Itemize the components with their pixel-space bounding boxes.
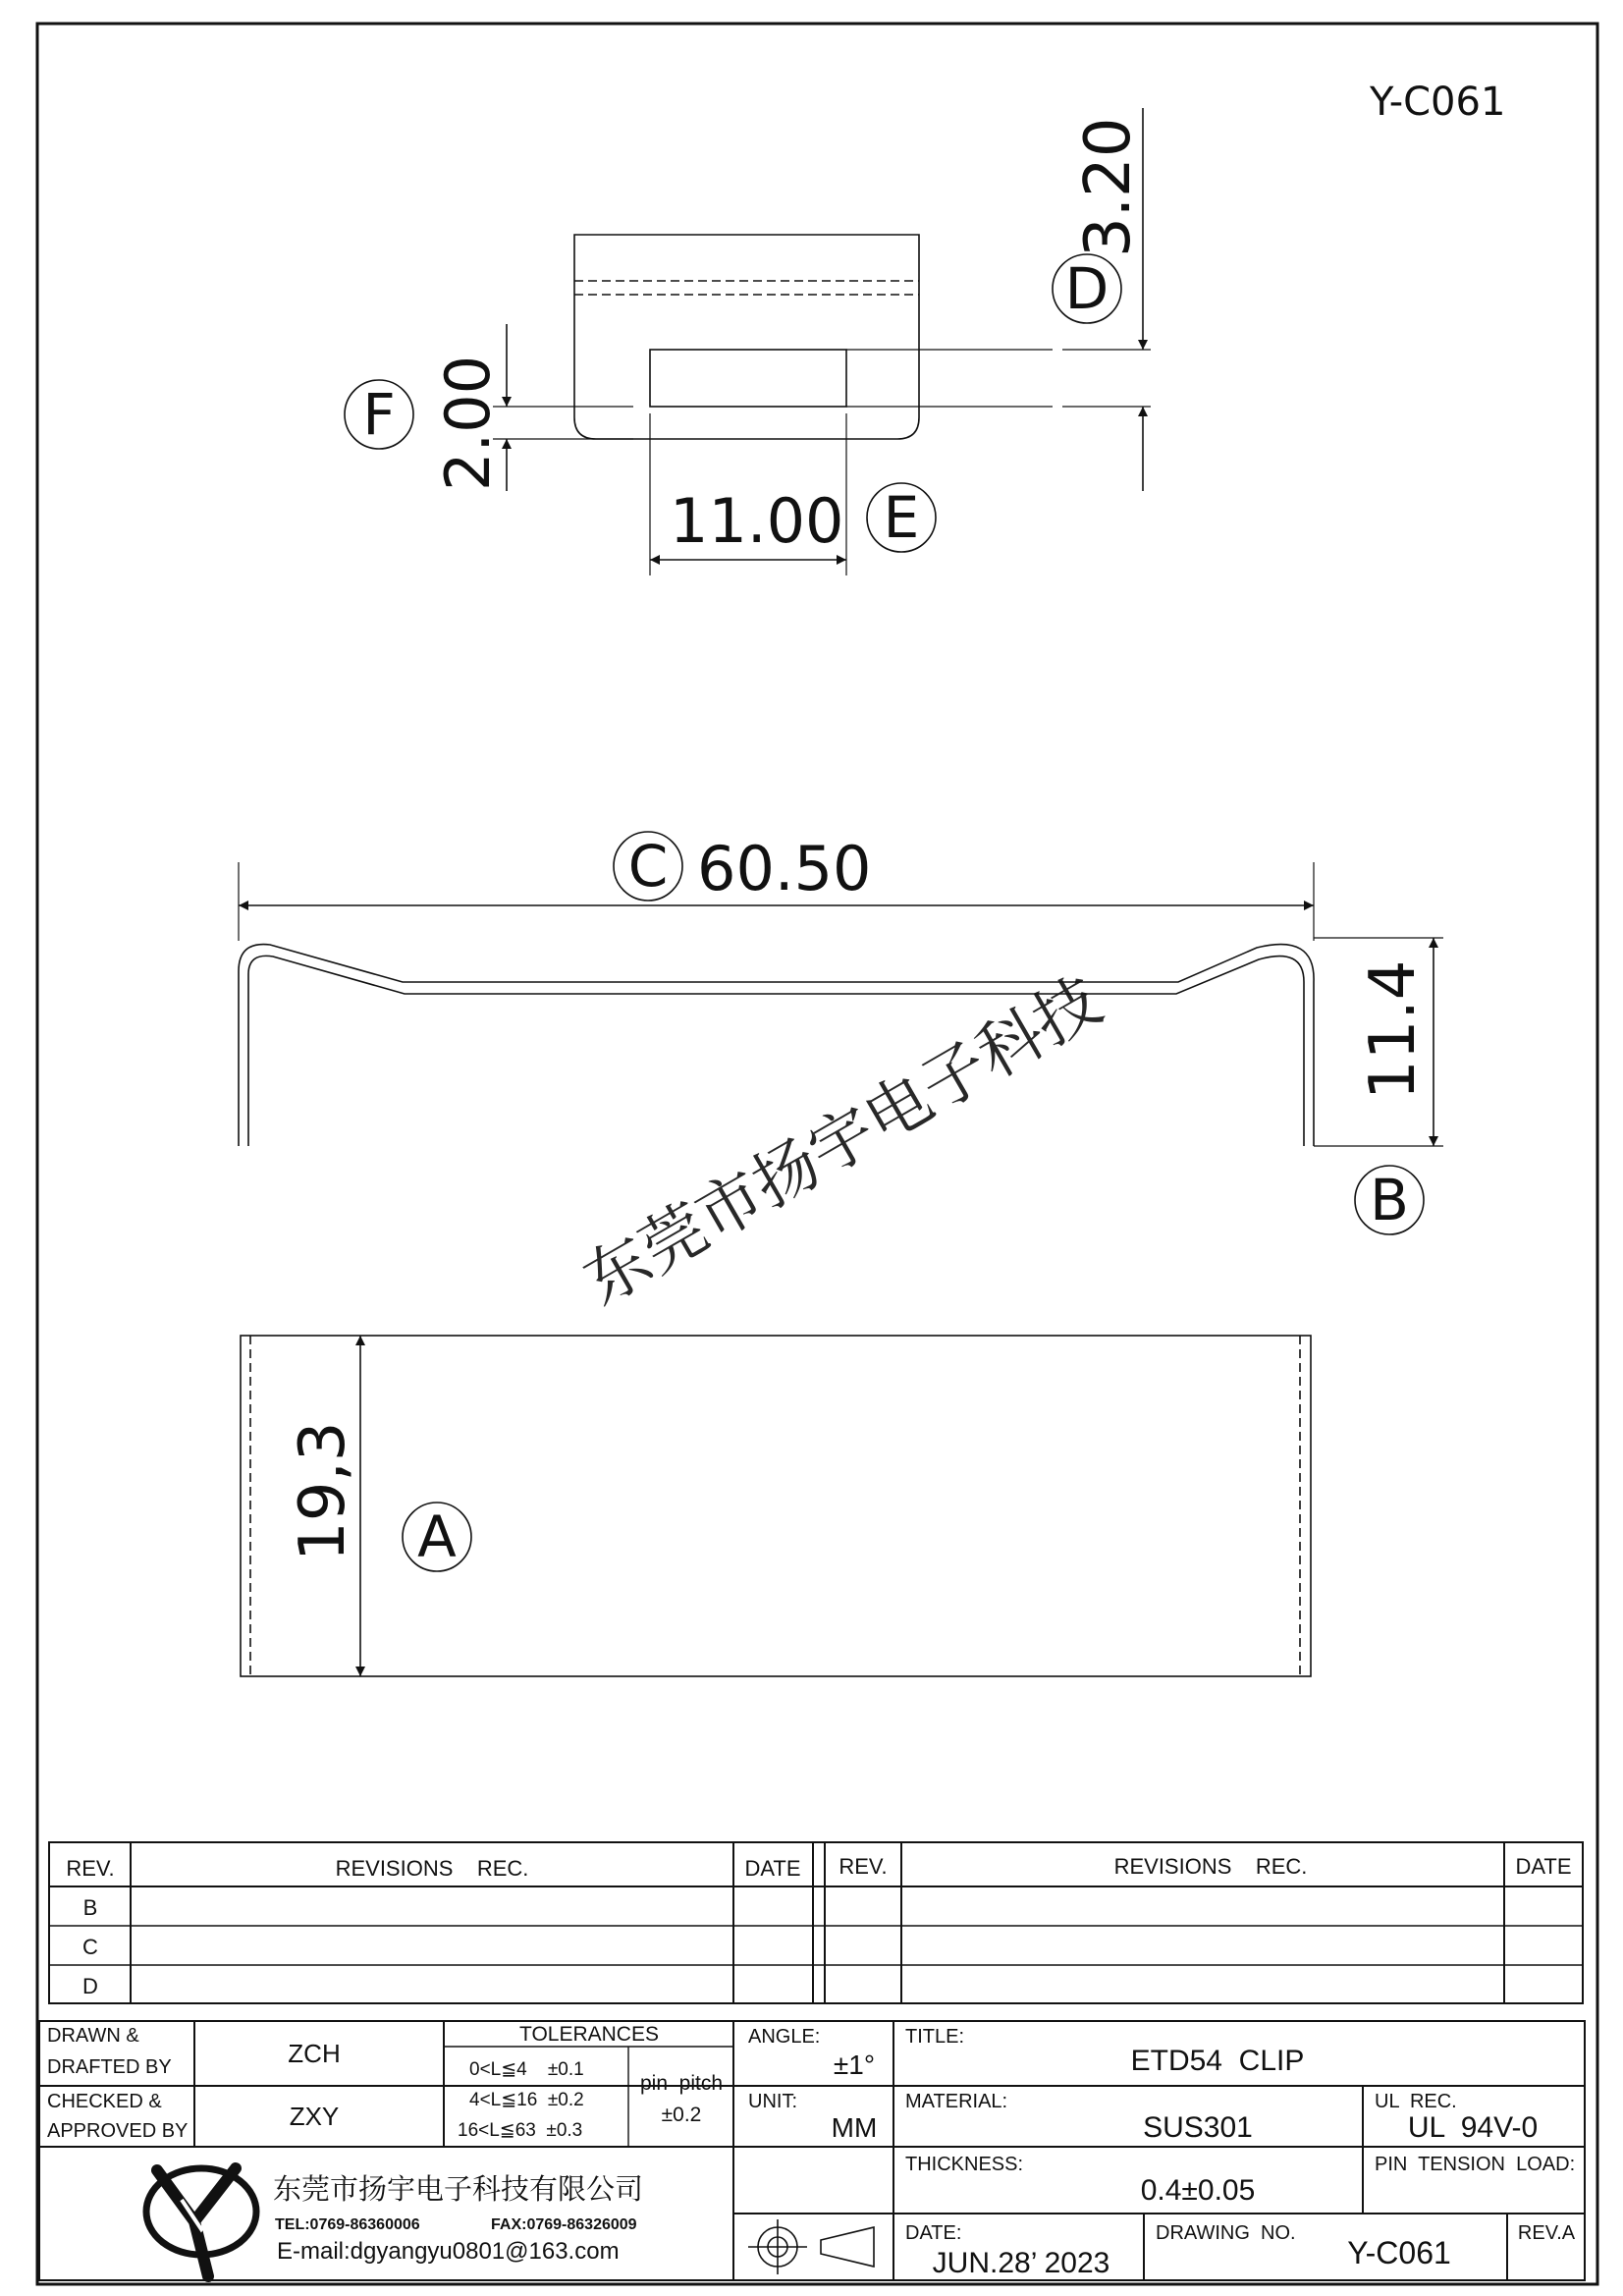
tolerances-label: TOLERANCES (519, 2023, 659, 2046)
angle-label: ANGLE: (748, 2026, 821, 2048)
company-name: 东莞市扬宇电子科技有限公司 (273, 2172, 644, 2206)
unit-label: UNIT: (748, 2091, 797, 2112)
top-view-window (650, 350, 846, 407)
pin-pitch-value: ±0.2 (661, 2104, 702, 2126)
date-value: JUN.28’ 2023 (932, 2247, 1110, 2279)
rev-row-b: B (82, 1895, 98, 1920)
thickness-value: 0.4±0.05 (1140, 2174, 1256, 2207)
ul-label: UL REC. (1375, 2091, 1457, 2112)
revisions-rec-header: REVISIONS REC. (335, 1856, 529, 1881)
company-logo (146, 2168, 256, 2276)
flat-outline (241, 1336, 1311, 1676)
top-view-outline (574, 235, 919, 439)
drafted-label: DRAFTED BY (47, 2056, 172, 2078)
watermark: 东莞市扬宇电子科技 (570, 962, 1114, 1320)
title-value: ETD54 CLIP (1130, 2045, 1305, 2077)
balloon-c-letter: C (627, 833, 669, 900)
pin-pitch-label: pin pitch (639, 2072, 724, 2095)
thickness-label: THICKNESS: (905, 2154, 1024, 2175)
balloon-b-letter: B (1370, 1167, 1409, 1233)
company-fax: FAX:0769-86326009 (491, 2216, 637, 2233)
date-label: DATE: (905, 2222, 962, 2244)
angle-value: ±1° (833, 2050, 876, 2080)
revisions-table (49, 1842, 1583, 2003)
drawing-no-label: DRAWING NO. (1156, 2222, 1296, 2244)
material-label: MATERIAL: (905, 2091, 1008, 2112)
title-label: TITLE: (905, 2026, 965, 2048)
balloon-d-letter: D (1064, 255, 1109, 322)
flat-view (241, 1336, 1311, 1676)
date-header: DATE (744, 1856, 801, 1881)
balloon-e-letter: E (883, 484, 920, 551)
revisions-rec-header-2: REVISIONS REC. (1113, 1854, 1308, 1879)
pin-tension-label: PIN TENSION LOAD: (1375, 2154, 1576, 2175)
dimension-a-value: 19,3 (287, 1421, 359, 1561)
dimension-c-value: 60.50 (697, 833, 872, 904)
tolerance-3: 16<L≦63 ±0.3 (458, 2120, 583, 2141)
clip-profile-inner (248, 956, 1304, 1146)
balloon-a-letter: A (417, 1503, 457, 1570)
material-value: SUS301 (1143, 2111, 1253, 2144)
dimension-f-value: 2.00 (432, 355, 504, 491)
drawing-no-value: Y-C061 (1347, 2235, 1451, 2270)
balloon-f-letter: F (362, 381, 396, 448)
rev-row-c: C (82, 1935, 98, 1959)
tolerance-1: 0<L≦4 ±0.1 (469, 2059, 584, 2080)
date-header-2: DATE (1515, 1854, 1572, 1879)
drawn-by-value: ZCH (288, 2039, 341, 2068)
rev-row-d: D (82, 1974, 98, 1998)
rev-header-2: REV. (839, 1854, 888, 1879)
approved-by-value: ZXY (289, 2102, 340, 2131)
drawing-code: Y-C061 (1370, 80, 1506, 125)
drawn-label: DRAWN & (47, 2025, 139, 2047)
company-email: E-mail:dgyangyu0801@163.com (277, 2238, 620, 2265)
approved-label: APPROVED BY (47, 2120, 189, 2142)
dimension-e-value: 11.00 (670, 485, 844, 557)
dimension-b-value: 11.4 (1357, 959, 1430, 1100)
tolerance-2: 4<L≦16 ±0.2 (469, 2090, 584, 2110)
dimension-d-value: 3.20 (1072, 117, 1145, 257)
company-tel: TEL:0769-86360006 (275, 2216, 420, 2233)
clip-profile-outer (239, 945, 1314, 1146)
rev-value: REV.A (1517, 2222, 1576, 2244)
rev-header: REV. (66, 1856, 115, 1881)
projection-symbol (748, 2219, 874, 2274)
unit-value: MM (831, 2112, 878, 2143)
checked-label: CHECKED & (47, 2091, 162, 2112)
ul-value: UL 94V-0 (1407, 2111, 1539, 2144)
